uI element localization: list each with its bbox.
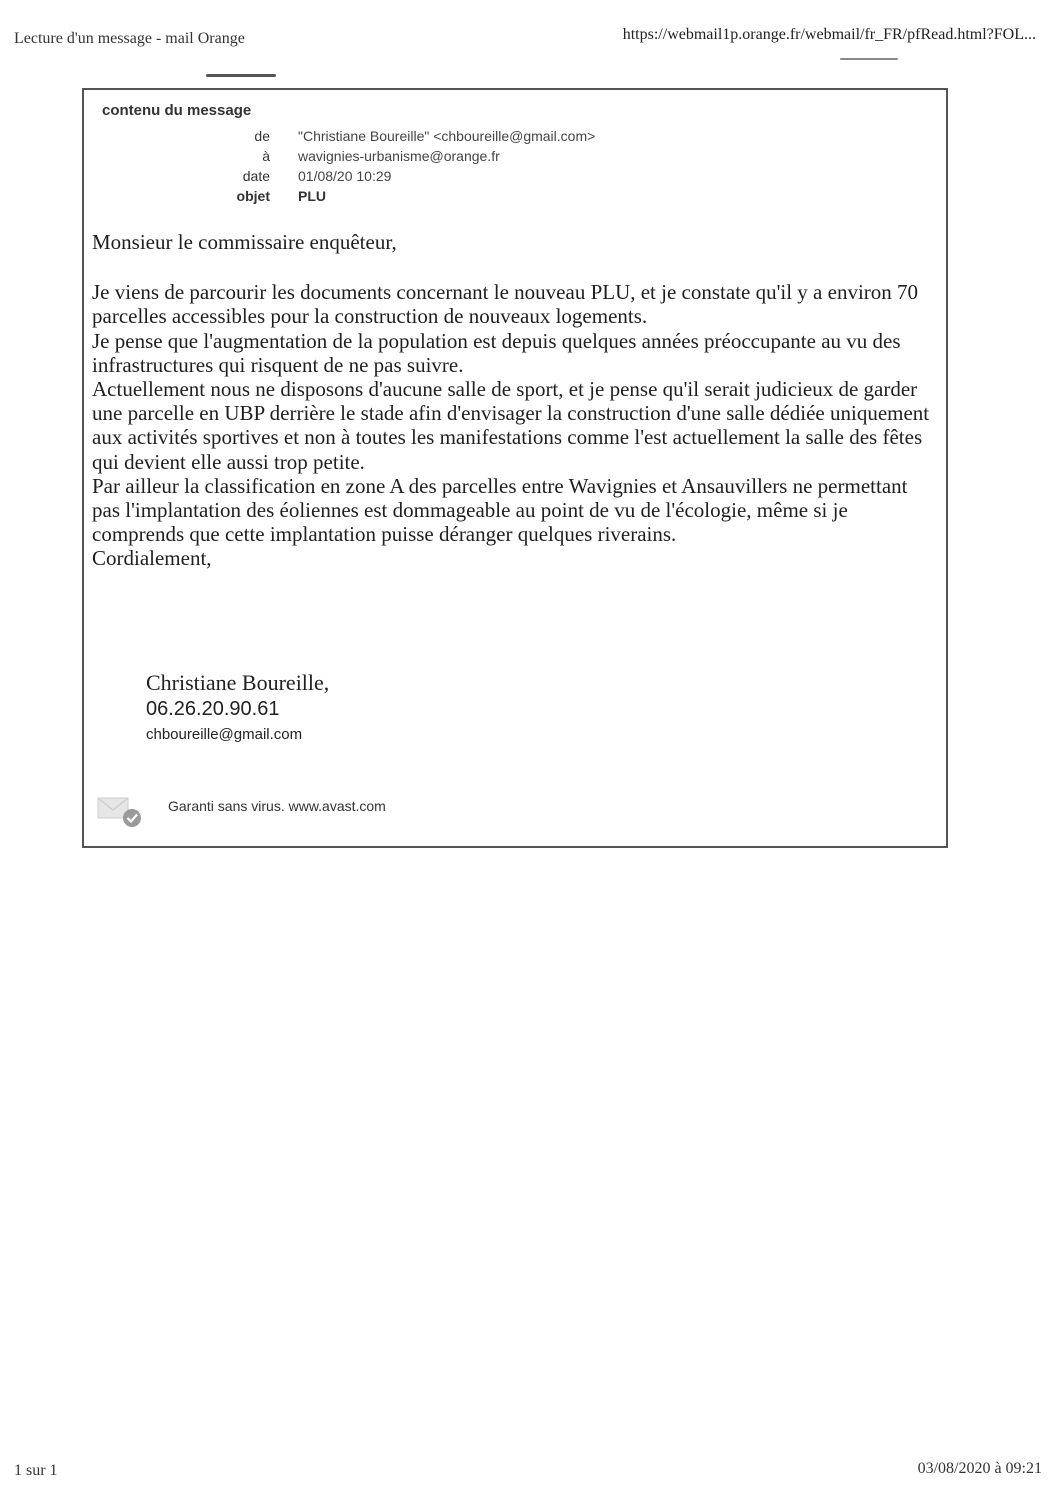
print-footer-date: 03/08/2020 à 09:21	[917, 1460, 1042, 1477]
scan-mark	[840, 58, 898, 60]
meta-label-date: date	[242, 168, 270, 184]
meta-value-date: 01/08/20 10:29	[298, 168, 392, 184]
message-body	[92, 230, 932, 571]
message-paragraph: Je pense que l'augmentation de la population est depuis quelques années préoccupante au vu des infrastructures qui risquent de ne pas suivre.	[92, 328, 901, 377]
signature-name: Christiane Boureille,	[146, 670, 330, 695]
message-paragraph: Actuellement nous ne disposons d'aucune salle de sport, et je pense qu'il serait judicieux de garder une parcelle en UBP derrière le stade afin d'envisager la construction d'une salle dédiée uniquement aux activités sportives et non à toutes les manifestations comme l'est actuellement la salle des fêtes qui devient elle aussi trop petite.	[92, 377, 930, 474]
message-content-panel	[82, 88, 948, 848]
meta-value-from: "Christiane Boureille" <chboureille@gmail.com>	[298, 128, 596, 144]
avast-link-text[interactable]: Garanti sans virus. www.avast.com	[168, 798, 386, 814]
meta-row-date	[84, 168, 884, 188]
print-header-title: Lecture d'un message - mail Orange	[14, 30, 245, 47]
meta-value-to: wavignies-urbanisme@orange.fr	[298, 148, 500, 164]
message-paragraph: Je viens de parcourir les documents concernant le nouveau PLU, et je constate qu'il y a environ 70 parcelles accessibles pour la construction de nouveaux logements.	[92, 280, 919, 329]
meta-label-from: de	[254, 128, 270, 144]
signature-email: chboureille@gmail.com	[146, 726, 303, 743]
meta-row-to	[84, 148, 884, 168]
print-footer-page: 1 sur 1	[14, 1462, 58, 1479]
meta-label-subject: objet	[236, 188, 270, 204]
meta-value-subject: PLU	[298, 188, 326, 204]
scan-mark	[206, 74, 276, 77]
meta-row-from	[84, 128, 884, 148]
meta-label-to: à	[262, 148, 270, 164]
message-closing: Cordialement,	[92, 546, 212, 571]
envelope-check-icon	[96, 790, 142, 830]
message-paragraph: Par ailleur la classification en zone A des parcelles entre Wavignies et Ansauvillers ne permettant pas l'implantation des éoliennes est dommageable au point de vu de l'écologie, même si je comprends que cette implantation puisse déranger quelques riverains.	[92, 473, 908, 547]
message-section-title: contenu du message	[102, 102, 252, 119]
print-header-url: https://webmail1p.orange.fr/webmail/fr_FR/pfRead.html?FOL...	[622, 26, 1036, 43]
signature-block	[146, 670, 329, 743]
signature-phone: 06.26.20.90.61	[146, 698, 280, 720]
message-greeting: Monsieur le commissaire enquêteur,	[92, 230, 397, 254]
meta-row-subject	[84, 188, 884, 208]
